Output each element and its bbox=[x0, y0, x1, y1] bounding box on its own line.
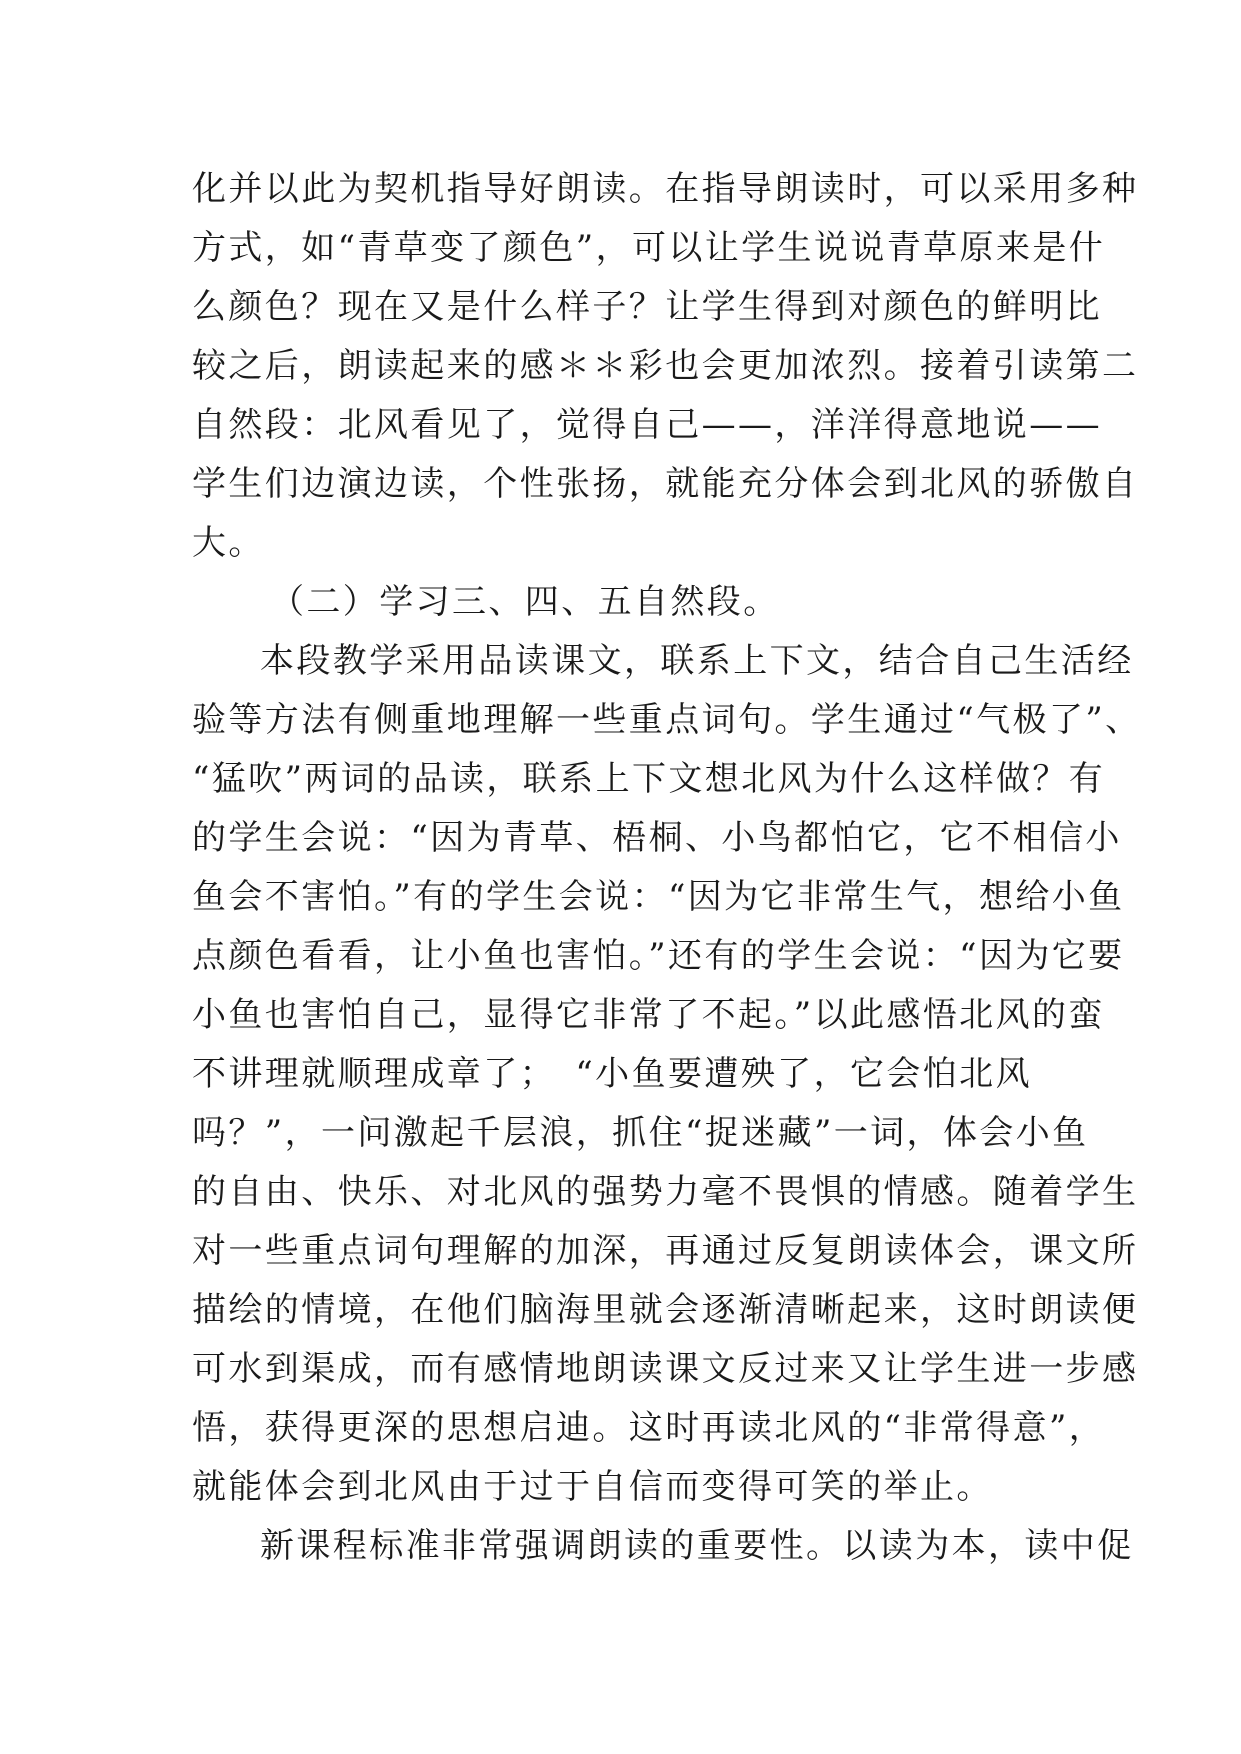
text-line: 的学生会说：“因为青草、梧桐、小鸟都怕它，它不相信小 bbox=[192, 818, 1122, 858]
text-line: 验等方法有侧重地理解一些重点词句。学生通过“气极了”、 bbox=[192, 700, 1142, 740]
text-line: 小鱼也害怕自己，显得它非常了不起。”以此感悟北风的蛮 bbox=[192, 995, 1105, 1035]
text-line: 吗？”，一问激起千层浪，抓住“捉迷藏”一词，体会小鱼 bbox=[192, 1113, 1089, 1153]
paragraph-start-line: 新课程标准非常强调朗读的重要性。以读为本，读中促 bbox=[260, 1526, 1134, 1566]
text-line: 鱼会不害怕。”有的学生会说：“因为它非常生气，想给小鱼 bbox=[192, 877, 1125, 917]
text-line: 自然段：北风看见了，觉得自己——，洋洋得意地说—— bbox=[192, 405, 1102, 445]
text-line: 不讲理就顺理成章了； “小鱼要遭殃了，它会怕北风 bbox=[192, 1054, 1032, 1094]
body-text bbox=[192, 160, 1142, 1576]
text-line: 大。 bbox=[192, 523, 265, 563]
text-line: 可水到渠成，而有感情地朗读课文反过来又让学生进一步感 bbox=[192, 1349, 1139, 1389]
text-line: 悟，获得更深的思想启迪。这时再读北风的“非常得意”， bbox=[192, 1408, 1106, 1448]
text-line: 么颜色？现在又是什么样子？让学生得到对颜色的鲜明比 bbox=[192, 287, 1102, 327]
text-line: 较之后，朗读起来的感＊＊彩也会更加浓烈。接着引读第二 bbox=[192, 346, 1139, 386]
text-line: 对一些重点词句理解的加深，再通过反复朗读体会，课文所 bbox=[192, 1231, 1139, 1271]
text-line: “猛吹”两词的品读，联系上下文想北风为什么这样做？有 bbox=[192, 759, 1106, 799]
section-heading: （二）学习三、四、五自然段。 bbox=[270, 582, 780, 622]
text-line: 描绘的情境，在他们脑海里就会逐渐清晰起来，这时朗读便 bbox=[192, 1290, 1139, 1330]
text-line: 点颜色看看，让小鱼也害怕。”还有的学生会说：“因为它要 bbox=[192, 936, 1125, 976]
text-line: 的自由、快乐、对北风的强势力毫不畏惧的情感。随着学生 bbox=[192, 1172, 1139, 1212]
text-line: 学生们边演边读，个性张扬，就能充分体会到北风的骄傲自 bbox=[192, 464, 1139, 504]
text-line: 化并以此为契机指导好朗读。在指导朗读时，可以采用多种 bbox=[192, 169, 1139, 209]
paragraph-start-line: 本段教学采用品读课文，联系上下文，结合自己生活经 bbox=[260, 641, 1134, 681]
text-line: 就能体会到北风由于过于自信而变得可笑的举止。 bbox=[192, 1467, 993, 1507]
text-line: 方式，如“青草变了颜色”，可以让学生说说青草原来是什 bbox=[192, 228, 1106, 268]
